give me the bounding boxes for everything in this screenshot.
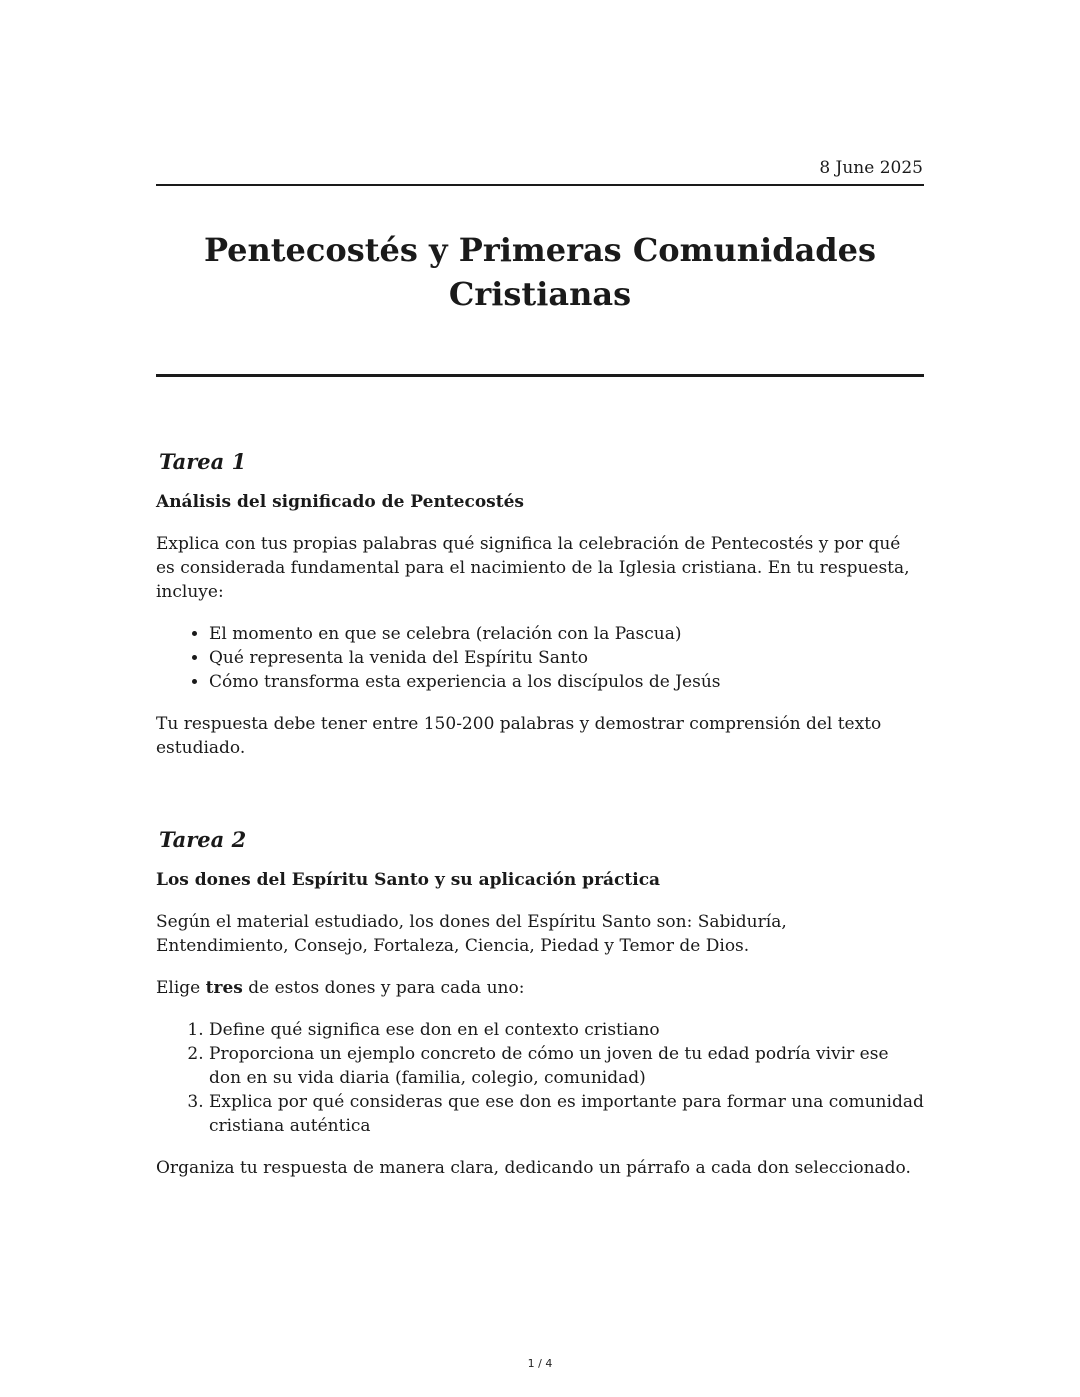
header-divider bbox=[156, 184, 924, 186]
choose-emphasis: tres bbox=[205, 978, 243, 998]
title-divider bbox=[156, 374, 924, 377]
task-2-subtitle: Los dones del Espíritu Santo y su aplicación práctica bbox=[156, 870, 661, 890]
choose-text-after: de estos dones y para cada uno: bbox=[242, 978, 525, 998]
task-1-closing: Tu respuesta debe tener entre 150-200 palabras y demostrar comprensión del texto estudiado. bbox=[156, 714, 882, 758]
task-2-intro: Según el material estudiado, los dones del Espíritu Santo son: Sabiduría, Entendimiento, Consejo, Fortaleza, Ciencia, Piedad y Temor de Dios. bbox=[156, 912, 787, 956]
task-2-heading: Tarea 2 bbox=[159, 827, 247, 852]
list-item: 3. Explica por qué consideras que ese don es importante para formar una comunidad cristiana auténtica bbox=[209, 1090, 924, 1138]
task-2-closing: Organiza tu respuesta de manera clara, dedicando un párrafo a cada don seleccionado. bbox=[156, 1158, 911, 1178]
task-1-subtitle: Análisis del significado de Pentecostés bbox=[156, 492, 524, 512]
list-item: • Qué representa la venida del Espíritu Santo bbox=[209, 646, 924, 670]
list-item: • Cómo transforma esta experiencia a los discípulos de Jesús bbox=[209, 670, 924, 694]
document-title: Pentecostés y Primeras Comunidades Cristianas bbox=[203, 231, 877, 313]
list-item: • El momento en que se celebra (relación con la Pascua) bbox=[209, 622, 924, 646]
document-date: 8 June 2025 bbox=[819, 158, 923, 178]
task-1-intro: Explica con tus propias palabras qué significa la celebración de Pentecostés y por qué es considerada fundamental para el nacimiento de la Iglesia cristiana. En tu respuesta, incluye: bbox=[156, 534, 910, 602]
task-1-bullet-list bbox=[156, 622, 924, 694]
choose-text-before: Elige bbox=[156, 978, 206, 998]
task-2-choose-instruction bbox=[156, 976, 924, 1000]
task-2-numbered-list bbox=[156, 1018, 924, 1138]
list-item: 1. Define qué significa ese don en el contexto cristiano bbox=[209, 1018, 924, 1042]
task-2-section bbox=[156, 826, 924, 1198]
list-item: 2. Proporciona un ejemplo concreto de cómo un joven de tu edad podría vivir ese don en su vida diaria (familia, colegio, comunidad) bbox=[209, 1042, 924, 1090]
task-1-section bbox=[156, 448, 924, 778]
task-1-heading: Tarea 1 bbox=[159, 449, 247, 474]
page-indicator: 1 / 4 bbox=[527, 1357, 553, 1370]
